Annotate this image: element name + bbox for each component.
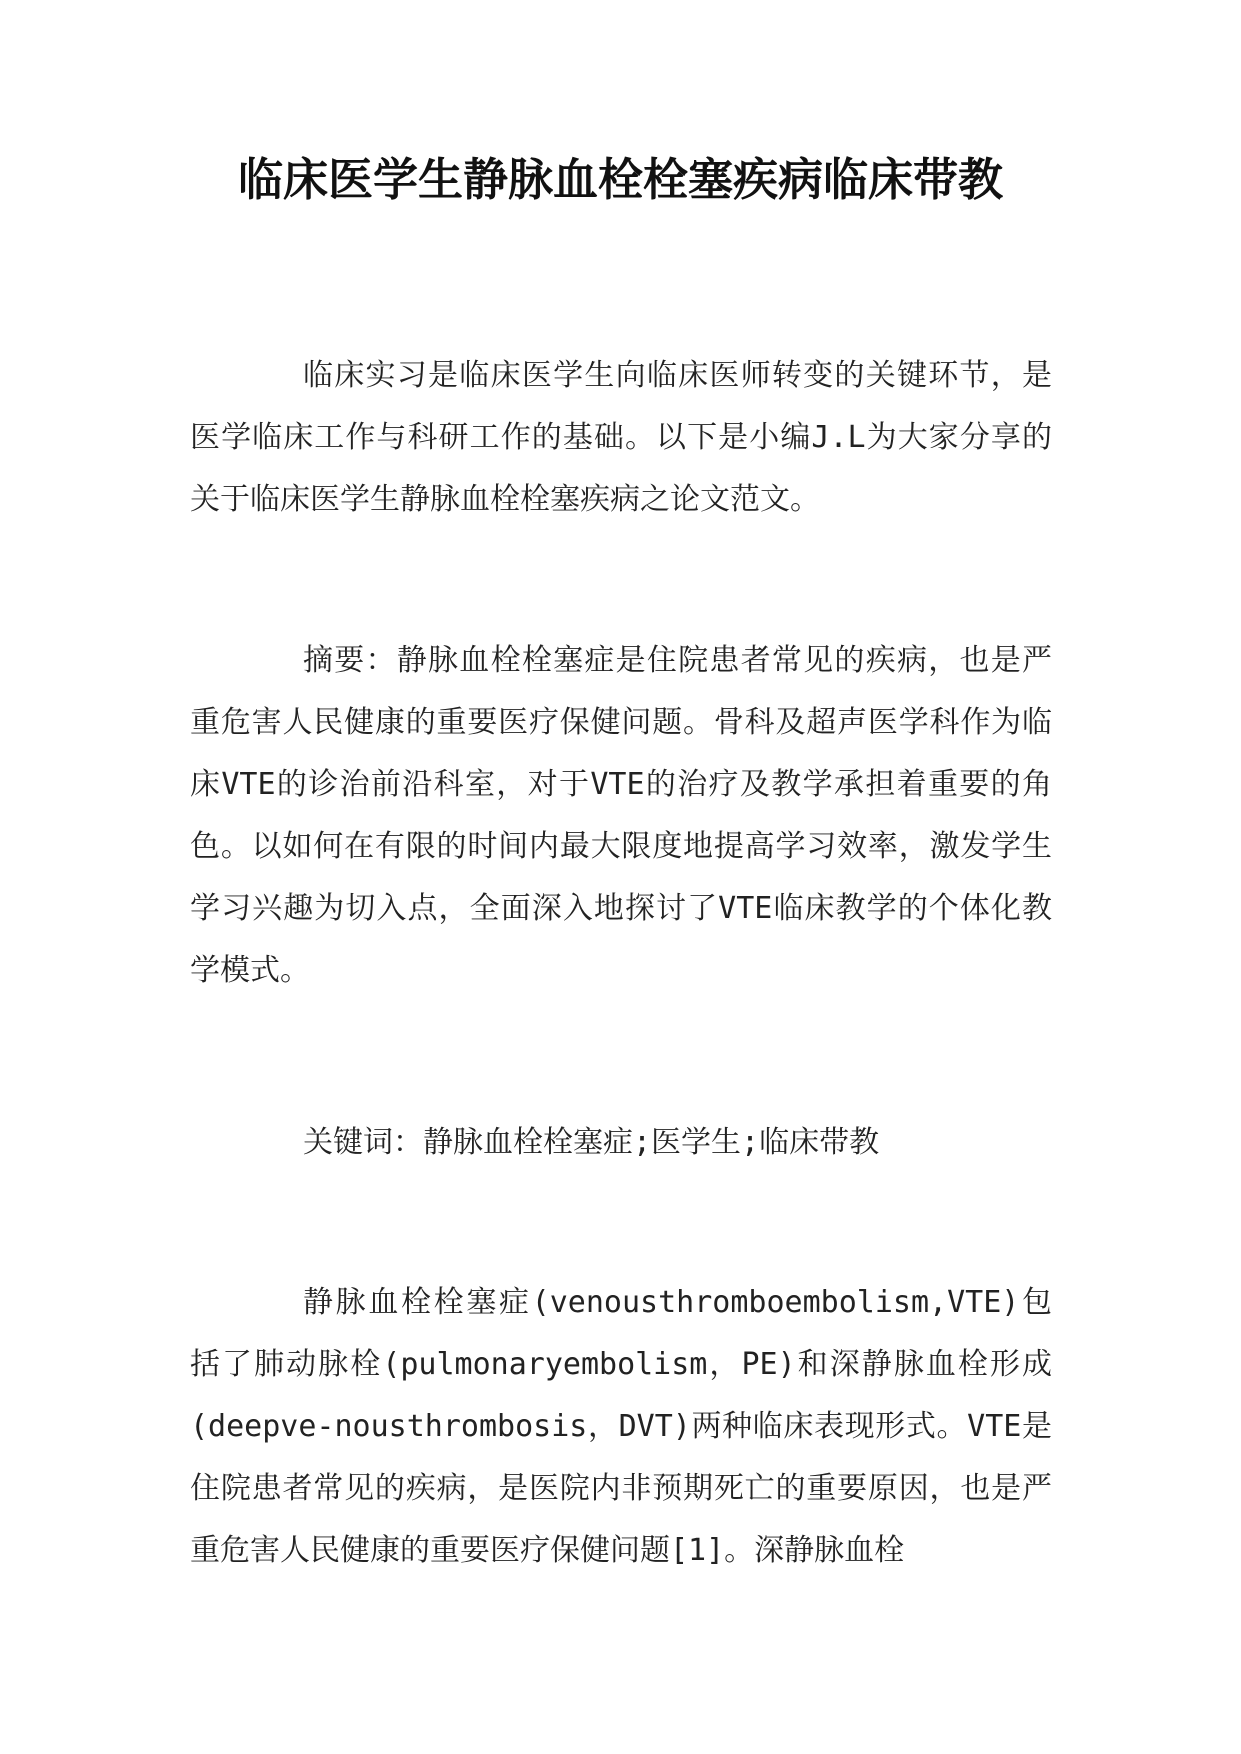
keywords-paragraph: 关键词：静脉血栓栓塞症;医学生;临床带教 <box>303 1125 880 1160</box>
document-title: 临床医学生静脉血栓栓塞疾病临床带教 <box>237 153 1003 206</box>
intro-paragraph: 临床实习是临床医学生向临床医师转变的关键环节，是医学临床工作与科研工作的基础。以下是小编J.L为大家分享的关于临床医学生静脉血栓栓塞疾病之论文范文。 <box>190 358 1052 517</box>
abstract-paragraph: 摘要：静脉血栓栓塞症是住院患者常见的疾病，也是严重危害人民健康的重要医疗保健问题。骨科及超声医学科作为临床VTE的诊治前沿科室，对于VTE的治疗及教学承担着重要的角色。以如何在有限的时间内最大限度地提高学习效率，激发学生学习兴趣为切入点，全面深入地探讨了VTE临床教学的个体化教学模式。 <box>190 643 1052 988</box>
body-paragraph: 静脉血栓栓塞症(venousthromboembolism,VTE)包括了肺动脉栓(pulmonaryembolism，PE)和深静脉血栓形成(deepve-nousthrombosis，DVT)两种临床表现形式。VTE是住院患者常见的疾病，是医院内非预期死亡的重要原因，也是严重危害人民健康的重要医疗保健问题[1]。深静脉血栓 <box>190 1285 1052 1568</box>
